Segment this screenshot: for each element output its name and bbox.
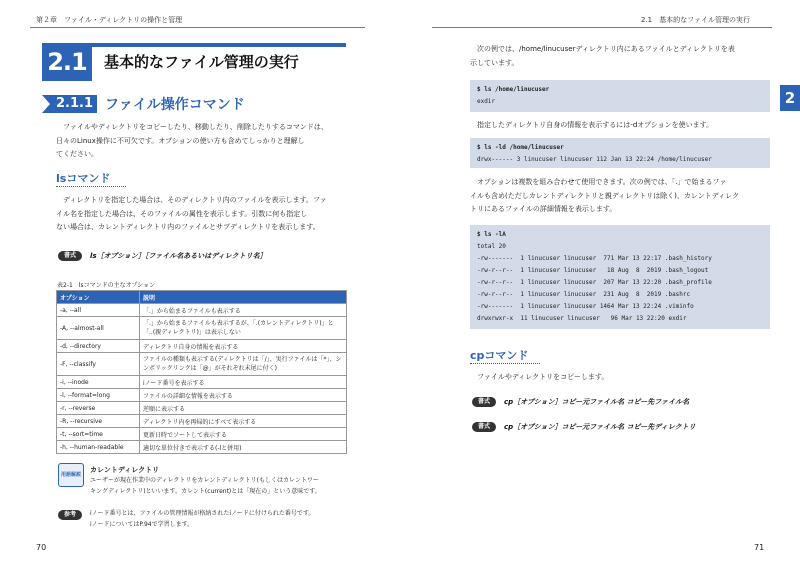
table-caption: 表2-1 lsコマンドの主なオプション xyxy=(57,282,156,289)
table-header-option: オプション xyxy=(57,291,140,304)
cp-paragraph: ファイルやディレクトリをコピーします。 xyxy=(477,373,609,381)
right-paragraph-3: オプションは複数を組み合わせて使用できます。次の例では、「.」で始まるファ イルも含め(ただしカレントディレクトリと親ディレクトリは除く)、カレントディレク トリにあるファイルの詳細情報を表示します。 xyxy=(470,178,740,213)
header-rule-left xyxy=(30,27,365,28)
table-header-description: 説明 xyxy=(140,291,347,304)
chapter-number-box: 2.1 xyxy=(42,43,92,81)
page-number-left: 70 xyxy=(36,543,47,552)
cp-heading-rule xyxy=(470,363,540,365)
ls-heading-rule xyxy=(56,186,126,188)
cp-format-2: cp［オプション］コピー元ファイル名 コピー先ディレクトリ xyxy=(504,423,696,431)
note-title: カレントディレクトリ xyxy=(90,466,160,474)
table-row: -R, --recursive ディレクトリ内を再帰的にすべて表示する xyxy=(57,415,347,428)
running-header-left: 第２章 ファイル・ディレクトリの操作と管理 xyxy=(36,16,183,24)
table-row: -a, --all 「.」から始まるファイルも表示する xyxy=(57,304,347,317)
ls-format-badge: 書式 xyxy=(58,251,82,261)
cp-format-badge-1: 書式 xyxy=(472,397,496,407)
terminology-badge-icon: 用語解説 xyxy=(58,463,84,487)
code-block-3: $ ls -lA total 20 -rw------- 1 linucuser linucuser 771 Mar 13 22:17 .bash_history -rw-r--r-- 1 linucuser linucuser 18 Aug 8 2019 .bash_logout -rw-r--r-- 1 linucuser linucuser 207 Mar 13 22:20 .bash_profile -rw-r--r-- 1 linucuser linucuser 231 Aug 8 2019 .bashrc -rw------- 1 linucuser linucuser 1464 Mar 13 22:24 .viminfo drwxrwxr-x 11 linucuser linucuser 96 Mar 13 22:20 exdir xyxy=(470,225,770,329)
table-row: -l, --format=long ファイルの詳細な情報を表示する xyxy=(57,389,347,402)
cp-format-badge-2: 書式 xyxy=(472,422,496,432)
chapter-title: 基本的なファイル管理の実行 xyxy=(104,53,299,71)
table-row: -d, --directory ディレクトリ自身の情報を表示する xyxy=(57,340,347,353)
chapter-thumb-tab: 2 xyxy=(780,85,800,111)
code-block-2: $ ls -ld /home/linucuser drwx------ 3 linucuser linucuser 112 Jan 13 22:24 /home/linucuser xyxy=(470,138,770,168)
reference-body: iノード番号とは、ファイルの管理情報が格納されたiノードに付けられた番号です。 iノードについてはP.94で学習します。 xyxy=(90,510,315,528)
right-paragraph-2: 指定したディレクトリ自身の情報を表示するには-dオプションを使います。 xyxy=(477,121,714,129)
table-row: -A, --almost-all 「.」から始まるファイルも表示するが、「.(カレントディレクトリ)」と「..(親ディレクトリ)」は表示しない xyxy=(57,317,347,340)
intro-paragraph: ファイルやディレクトリをコピーしたり、移動したり、削除したりするコマンドは、 日々のLinux操作に不可欠です。オプションの使い方も含めてしっかりと理解し てください。 xyxy=(56,123,328,158)
chapter-title-rule xyxy=(92,43,346,47)
section-flag-notch-icon xyxy=(42,95,50,113)
ls-heading: lsコマンド xyxy=(56,172,111,185)
table-row: -F, --classify ファイルの種類も表示する(ディレクトリは「/」、実行ファイルは「*」、シンボリックリンクは「@」がそれぞれ末尾に付く) xyxy=(57,353,347,376)
table-row: -t, --sort=time 更新日時でソートして表示する xyxy=(57,428,347,441)
cp-format-1: cp［オプション］コピー元ファイル名 コピー先ファイル名 xyxy=(504,398,690,406)
code-block-1: $ ls /home/linucuser exdir xyxy=(470,80,770,112)
table-header-row xyxy=(57,291,347,304)
running-header-right: 2.1 基本的なファイル管理の実行 xyxy=(641,16,750,24)
ls-options-table xyxy=(56,290,347,454)
note-body: ユーザーが現在作業中のディレクトリをカレントディレクトリ(もしくはカレントワー キングディレクトリ)といいます。カレント(current)とは「現在の」という意味です。 xyxy=(90,477,321,495)
cp-heading: cpコマンド xyxy=(470,349,529,362)
table-row: -r, --reverse 逆順に表示する xyxy=(57,402,347,415)
right-paragraph-1: 次の例では、/home/linucuserディレクトリ内にあるファイルとディレクトリを表 示しています。 xyxy=(470,45,735,67)
page-number-right: 71 xyxy=(754,543,765,552)
section-title: ファイル操作コマンド xyxy=(105,97,245,113)
table-row: -i, --inode iノード番号を表示する xyxy=(57,376,347,389)
ls-format: ls［オプション］［ファイル名あるいはディレクトリ名］ xyxy=(90,252,267,260)
header-rule-right xyxy=(432,27,772,28)
table-row: -h, --human-readable 適切な単位付きで表示する(-lと併用) xyxy=(57,441,347,454)
section-number-flag: 2.1.1 xyxy=(42,95,97,113)
ls-paragraph: ディレクトリを指定した場合は、そのディレクトリ内のファイルを表示します。ファ イル名を指定した場合は、そのファイルの属性を表示します。引数に何も指定し ない場合は、カレントディレクトリ内のファイルとサブディレクトリを表示します。 xyxy=(56,196,327,231)
reference-badge: 参考 xyxy=(58,510,82,520)
